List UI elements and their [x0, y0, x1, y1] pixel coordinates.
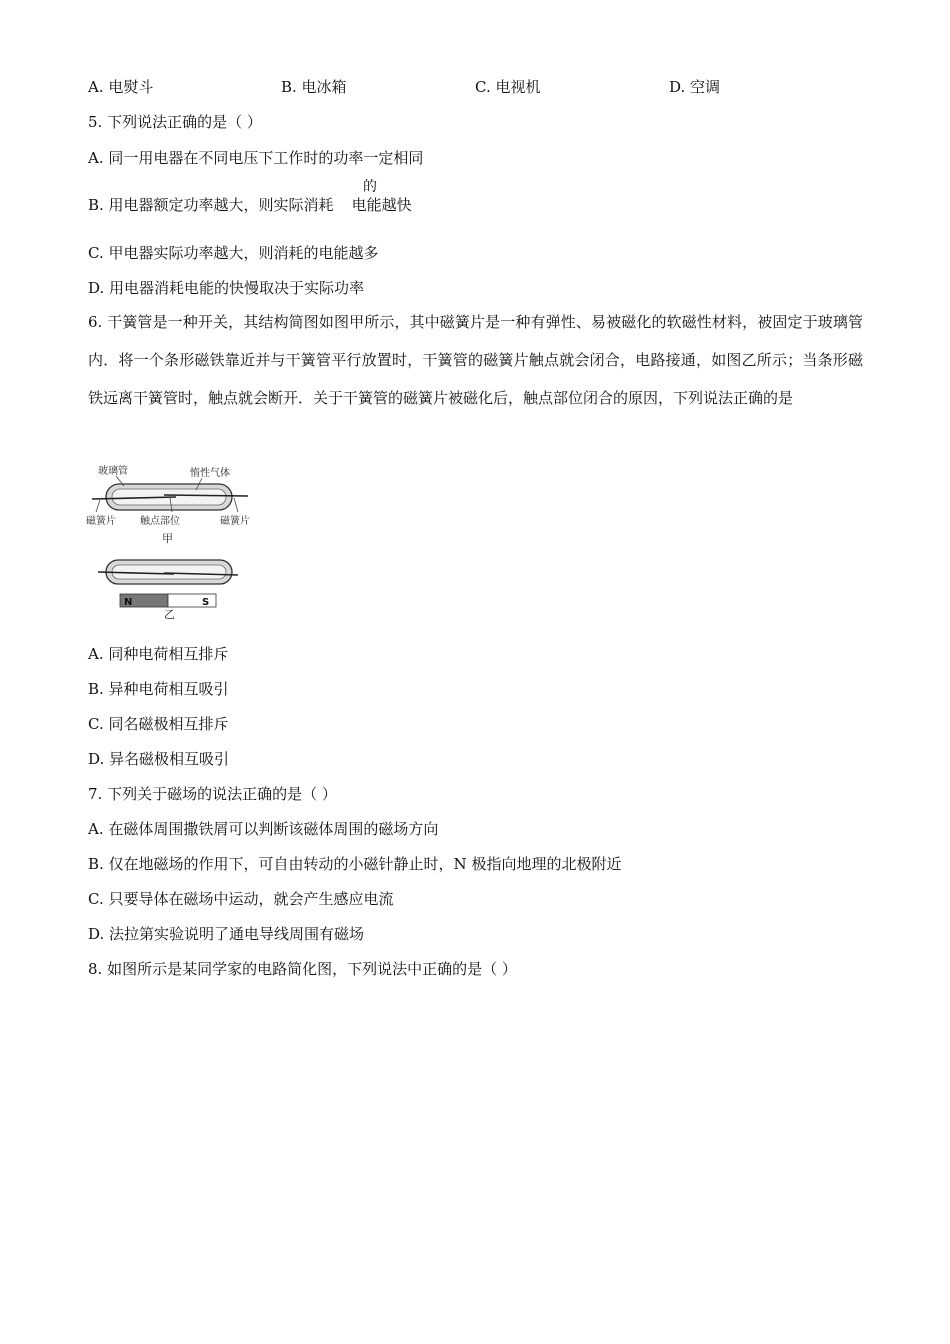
leader-reed-right: [234, 498, 238, 512]
q7-option-d: D. 法拉第实验说明了通电导线周围有磁场: [88, 925, 365, 943]
q4-option-b: B. 电冰箱: [281, 78, 347, 96]
q5-option-a: A. 同一用电器在不同电压下工作时的功率一定相同: [88, 149, 424, 167]
glass-tube-inner-yi: [112, 565, 226, 579]
q5-option-b-text-2: 电能越快: [351, 196, 412, 214]
q6-option-d: D. 异名磁极相互吸引: [88, 750, 230, 768]
caption-yi: 乙: [164, 608, 175, 620]
label-glass-tube: 玻璃管: [98, 466, 128, 477]
magnet-s-label: S: [202, 597, 210, 608]
q5-option-b: [88, 194, 412, 215]
magnet-n-label: N: [124, 597, 133, 608]
q4-option-d: D. 空调: [669, 78, 721, 96]
q4-option-c: C. 电视机: [475, 78, 541, 96]
q7-option-b: B. 仅在地磁场的作用下，可自由转动的小磁针静止时，N 极指向地理的北极附近: [88, 855, 622, 873]
figure-jia: [86, 464, 250, 545]
q7-option-c: C. 只要导体在磁场中运动，就会产生感应电流: [88, 890, 394, 908]
q4-option-a: A. 电熨斗: [88, 78, 154, 96]
q5-option-c: C. 甲电器实际功率越大，则消耗的电能越多: [88, 244, 379, 262]
label-reed-right: 磁簧片: [220, 516, 250, 527]
q7-stem: 7. 下列关于磁场的说法正确的是（ ）: [88, 785, 337, 803]
figure-yi: [98, 560, 238, 620]
caption-jia: 甲: [162, 532, 173, 545]
q7-option-a: A. 在磁体周围撒铁屑可以判断该磁体周围的磁场方向: [88, 820, 439, 838]
q6-option-b: B. 异种电荷相互吸引: [88, 680, 229, 698]
reed-right: [164, 495, 248, 496]
q5-stem: 5. 下列说法正确的是（ ）: [88, 113, 262, 131]
label-inert-gas: 惰性气体: [190, 468, 230, 479]
q6-stem: 6. 干簧管是一种开关，其结构简图如图甲所示，其中磁簧片是一种有弹性、易被磁化的软磁性材料，被固定于玻璃管内．将一个条形磁铁靠近并与干簧管平行放置时，干簧管的磁簧片触点就会闭合，电路接通，如图乙所示；当条形磁铁远离干簧管时，触点就会断开．关于干簧管的磁簧片被磁化后，触点部位闭合的原因，下列说法正确的是: [88, 313, 863, 407]
leader-reed-left: [96, 500, 100, 512]
label-reed-left: 磁簧片: [86, 516, 116, 527]
label-contact: 触点部位: [140, 516, 180, 527]
q5-option-b-de: 的: [363, 179, 377, 195]
q5-option-b-text-1: B. 用电器额定功率越大，则实际消耗: [88, 196, 334, 214]
q8-stem: 8. 如图所示是某同学家的电路简化图，下列说法中正确的是（ ）: [88, 960, 517, 978]
q6-option-a: A. 同种电荷相互排斥: [88, 645, 229, 663]
q5-option-d: D. 用电器消耗电能的快慢取决于实际功率: [88, 279, 365, 297]
q6-option-c: C. 同名磁极相互排斥: [88, 715, 229, 733]
reed-switch-figure: [84, 460, 264, 620]
